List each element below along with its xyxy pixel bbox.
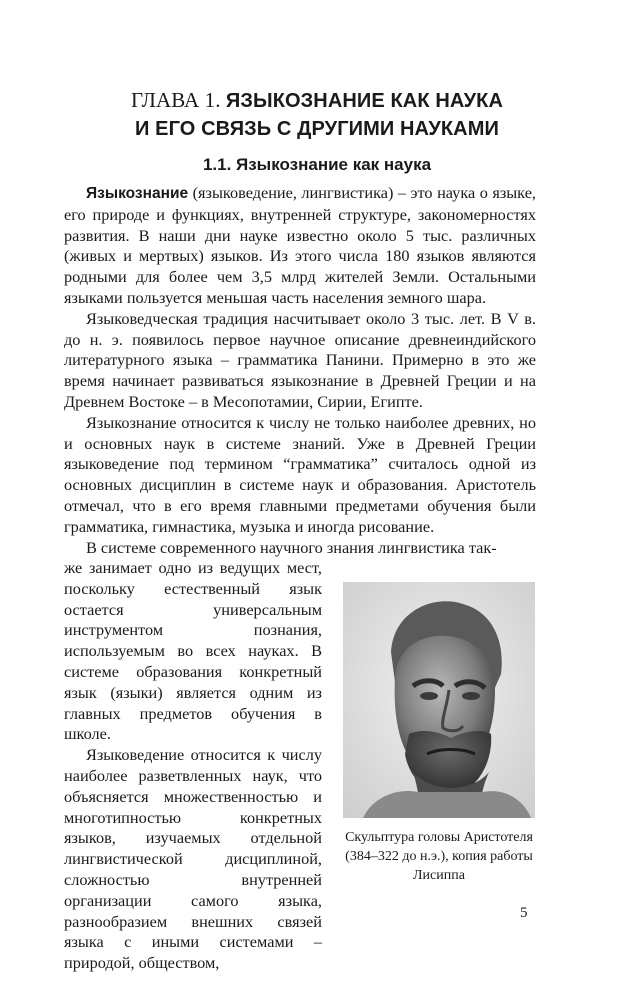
paragraph-4-first-line: В системе современного научного знания лингвистика так-	[86, 537, 497, 557]
bust-illustration	[343, 582, 535, 818]
paragraph-1	[64, 183, 536, 309]
figure-caption: Скульптура головы Аристотеля (384–322 до н.э.), копия работы Лисиппа	[345, 830, 533, 883]
body-text-column	[64, 558, 322, 974]
chapter-prefix: ГЛАВА 1.	[130, 88, 226, 112]
chapter-title-line2: И ЕГО СВЯЗЬ С ДРУГИМИ НАУКАМИ	[135, 118, 499, 140]
paragraph-3: Языкознание относится к числу не только наиболее древних, но и основных наук в системе знаний. Уже в Древней Греции языковедение под термином “грамматика” считалось одной из основных дисциплин в системе наук и образования. Аристотель отмечал, что в его время главными предметами обучения были грамматика, гимнастика, музыка и иногда рисование.	[64, 412, 536, 536]
body-text-full-width	[64, 183, 536, 558]
chapter-heading	[60, 86, 574, 143]
section-title: 1.1. Языкознание как наука	[202, 155, 432, 174]
term-bold: Языкознание	[86, 185, 189, 202]
paragraph-4-continued: же занимает одно из ведущих мест, поскольку естественный язык остается универсальным инструментом познания, используемым во всех науках. В системе образования конкретный язык (языки) является одним из главных предметов обучения в школе.	[64, 558, 322, 744]
paragraph-2: Языковедческая традиция насчитывает около 3 тыс. лет. В V в. до н. э. появилось первое научное описание древнеиндийского литературного языка – грамматика Панини. Примерно в это же время начинает развиваться языкознание в Древней Греции и на Древнем Востоке – в Месопотамии, Сирии, Египте.	[64, 308, 536, 411]
paragraph-5: Языковедение относится к числу наиболее разветвленных наук, что объясняется множественностью и многотипностью конкретных языков, изучаемых отдельной лингвистической дисциплиной, сложностью внутренней организации самого языка, разнообразием внешних связей языка с иными системами – природой, обществом,	[64, 745, 322, 973]
aristotle-bust-photo	[343, 582, 535, 818]
paragraph-1-text: (языковедение, лингвистика) – это наука о языке, его природе и функциях, внутренней структуре, закономерностях развития. В наши дни науке известно около 5 тыс. различных (живых и мертвых) языков. Из этого числа 180 языков являются родными для более чем 3,5 млрд жителей Земли. Остальными языками пользуется меньшая часть населения земного шара.	[64, 183, 536, 307]
chapter-title-line1: ЯЗЫКОЗНАНИЕ КАК НАУКА	[225, 90, 504, 112]
page-number: 5	[520, 905, 528, 921]
